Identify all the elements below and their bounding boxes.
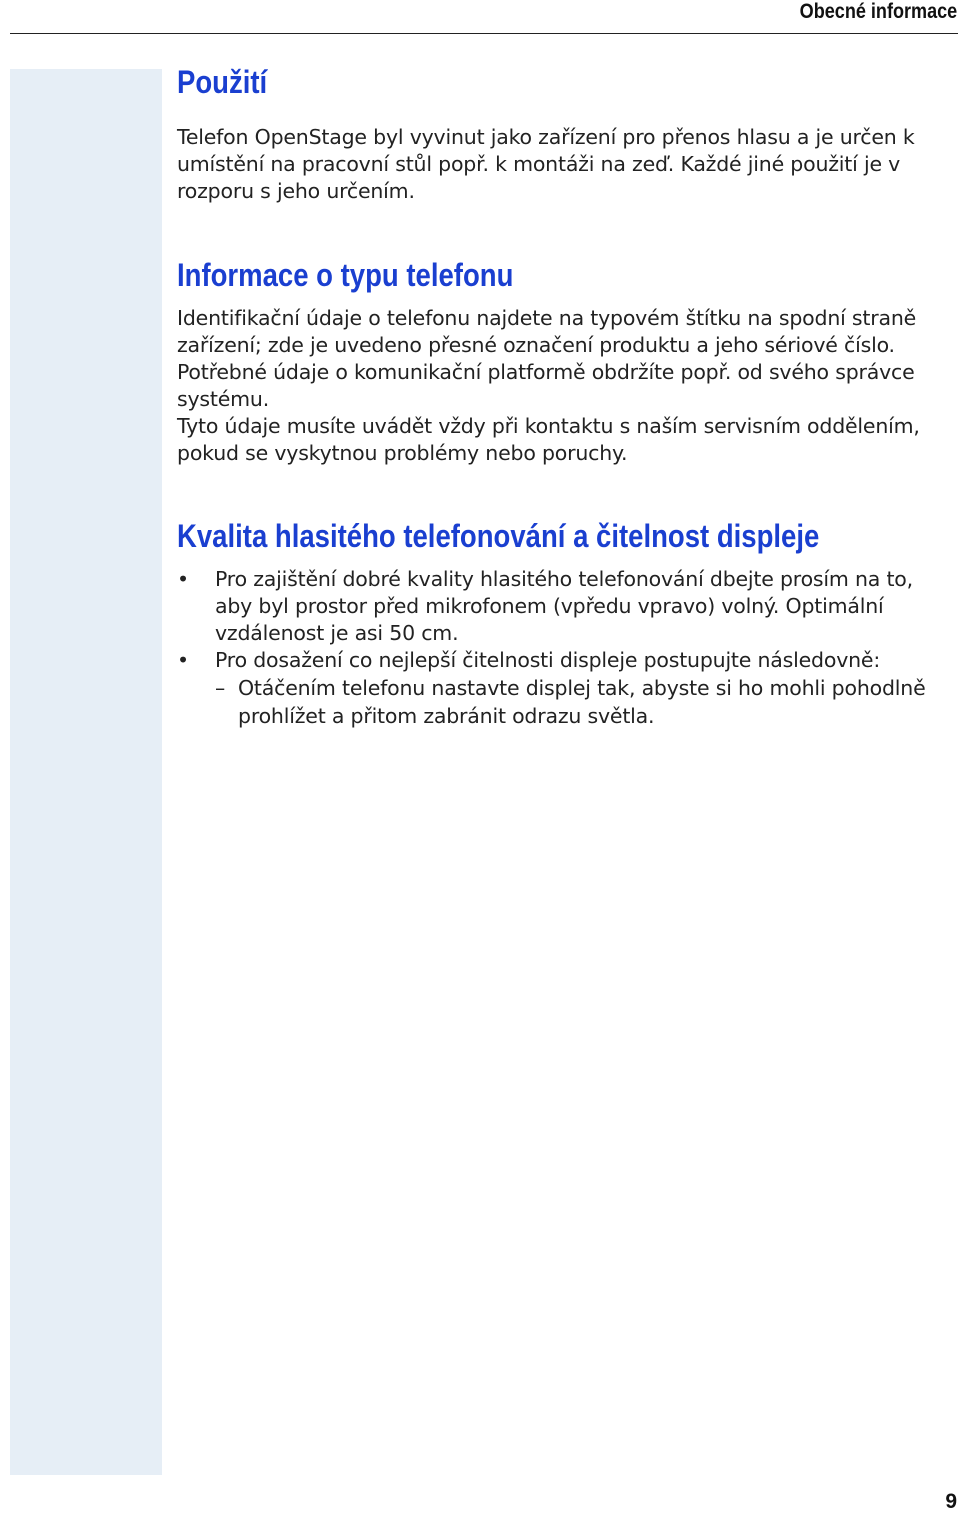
paragraph-phone-type-service: Tyto údaje musíte uvádět vždy při kontaktu s naším servisním oddělením, pokud se vyskytnou problémy nebo poruchy. bbox=[177, 414, 920, 465]
header-divider bbox=[10, 33, 958, 34]
page-header-title: Obecné informace bbox=[799, 0, 957, 23]
bullet-marker: • bbox=[177, 567, 189, 591]
sub-list-item-text: Otáčením telefonu nastavte displej tak, abyste si ho mohli pohodlně prohlížet a přitom zabránit odrazu světla. bbox=[238, 676, 926, 728]
section-phone-type bbox=[177, 255, 952, 467]
list-item bbox=[177, 647, 952, 730]
heading-speakerphone-quality: Kvalita hlasitého telefonování a čitelnost displeje bbox=[177, 518, 820, 554]
paragraph-phone-type-identification: Identifikační údaje o telefonu najdete na typovém štítku na spodní straně zařízení; zde je uvedeno přesné označení produktu a jeho sériové číslo. Potřebné údaje o komunikační platformě obdržíte popř. od svého správce systému. bbox=[177, 306, 917, 411]
main-content bbox=[177, 62, 952, 730]
section-speakerphone-quality bbox=[177, 516, 952, 730]
section-usage bbox=[177, 62, 952, 205]
sub-list-item bbox=[215, 674, 952, 730]
list-item bbox=[177, 566, 952, 647]
margin-sidebar bbox=[10, 69, 162, 1475]
bullet-marker: • bbox=[177, 648, 189, 672]
heading-phone-type: Informace o typu telefonu bbox=[177, 257, 514, 293]
list-item-text: Pro zajištění dobré kvality hlasitého telefonování dbejte prosím na to, aby byl prostor před mikrofonem (vpředu vpravo) volný. Optimální vzdálenost je asi 50 cm. bbox=[215, 567, 913, 645]
dash-marker: – bbox=[215, 676, 226, 700]
paragraph-usage: Telefon OpenStage byl vyvinut jako zařízení pro přenos hlasu a je určen k umístění na pracovní stůl popř. k montáži na zeď. Každé jiné použití je v rozporu s jeho určením. bbox=[177, 125, 915, 203]
bullet-list bbox=[177, 566, 952, 730]
page-number: 9 bbox=[945, 1490, 957, 1513]
heading-usage: Použití bbox=[177, 64, 268, 100]
list-item-text: Pro dosažení co nejlepší čitelnosti displeje postupujte následovně: bbox=[215, 648, 881, 672]
